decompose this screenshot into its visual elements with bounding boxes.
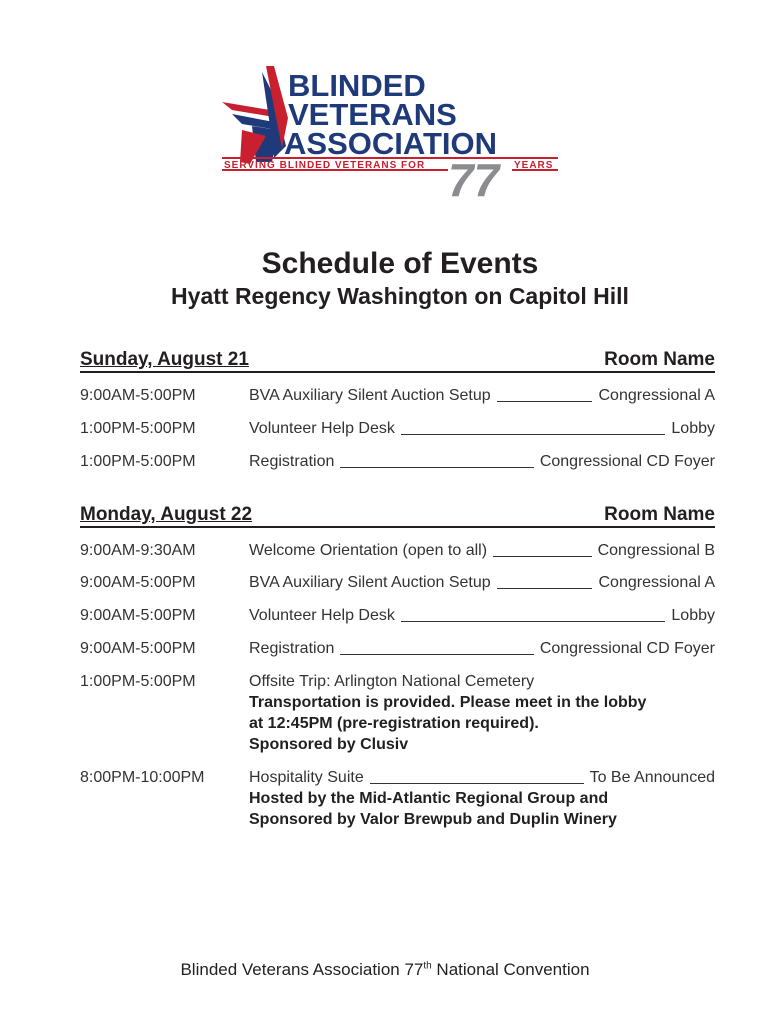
event-room: Congressional A — [598, 574, 715, 591]
schedule-row — [80, 451, 715, 472]
section-header — [80, 347, 715, 373]
event-room: Lobby — [671, 420, 715, 437]
event-time: 9:00AM-9:30AM — [80, 542, 196, 559]
event-name: Volunteer Help Desk — [249, 420, 395, 437]
event-note: at 12:45PM (pre-registration required). — [249, 715, 539, 732]
section-day: Sunday, August 21 — [80, 349, 249, 370]
event-room: Congressional CD Foyer — [539, 453, 715, 470]
event-name: Welcome Orientation (open to all) — [249, 542, 488, 559]
logo-years-number: 77 — [448, 154, 500, 202]
event-name: Offsite Trip: Arlington National Cemetery — [249, 673, 535, 690]
event-time: 8:00PM-10:00PM — [80, 769, 205, 786]
event-time: 1:00PM-5:00PM — [80, 453, 196, 470]
footer-text-after: National Convention — [431, 960, 590, 979]
event-note: Transportation is provided. Please meet in the lobby — [249, 694, 647, 711]
event-name: BVA Auxiliary Silent Auction Setup — [249, 387, 491, 404]
event-time: 9:00AM-5:00PM — [80, 574, 196, 591]
event-name: Registration — [249, 453, 335, 470]
logo-line3: ASSOCIATION — [284, 126, 497, 161]
schedule-row — [80, 638, 715, 659]
page-title: Schedule of Events — [261, 247, 539, 280]
event-room: Lobby — [671, 607, 715, 624]
event-room: Congressional CD Foyer — [539, 640, 715, 657]
room-name-header: Room Name — [604, 504, 715, 525]
event-time: 9:00AM-5:00PM — [80, 607, 196, 624]
schedule-section-monday — [80, 502, 715, 830]
event-note: Hosted by the Mid-Atlantic Regional Group and — [249, 790, 609, 807]
event-time: 9:00AM-5:00PM — [80, 640, 196, 657]
event-name: Volunteer Help Desk — [249, 607, 395, 624]
bva-logo — [222, 66, 562, 202]
event-note: Sponsored by Clusiv — [249, 736, 409, 753]
event-room: To Be Announced — [589, 769, 715, 786]
logo-line1: BLINDED — [288, 68, 426, 103]
schedule-section-sunday — [80, 347, 715, 472]
event-name: BVA Auxiliary Silent Auction Setup — [249, 574, 491, 591]
section-header — [80, 502, 715, 528]
star-emblem-icon — [222, 66, 288, 164]
event-name: Registration — [249, 640, 335, 657]
event-time: 1:00PM-5:00PM — [80, 420, 196, 437]
room-name-header: Room Name — [604, 349, 715, 370]
event-name: Hospitality Suite — [249, 769, 364, 786]
footer-ordinal: th — [423, 960, 432, 972]
schedule-row — [80, 572, 715, 593]
event-room: Congressional B — [597, 542, 715, 559]
page-subtitle: Hyatt Regency Washington on Capitol Hill — [171, 283, 629, 309]
event-room: Congressional A — [598, 387, 715, 404]
schedule-row — [80, 540, 715, 561]
page-footer — [0, 960, 770, 980]
schedule-row — [80, 418, 715, 439]
schedule-row — [80, 605, 715, 626]
section-day: Monday, August 22 — [80, 504, 253, 525]
event-note: Sponsored by Valor Brewpub and Duplin Winery — [249, 811, 617, 828]
logo-tagline: SERVING BLINDED VETERANS FOR — [224, 160, 426, 171]
schedule-row — [80, 671, 715, 755]
schedule-row — [80, 767, 715, 830]
event-time: 1:00PM-5:00PM — [80, 673, 196, 690]
schedule-row — [80, 385, 715, 406]
logo-line2: VETERANS — [288, 97, 457, 132]
footer-text: Blinded Veterans Association 77 — [180, 960, 424, 979]
event-time: 9:00AM-5:00PM — [80, 387, 196, 404]
logo-years-word: YEARS — [514, 160, 554, 171]
